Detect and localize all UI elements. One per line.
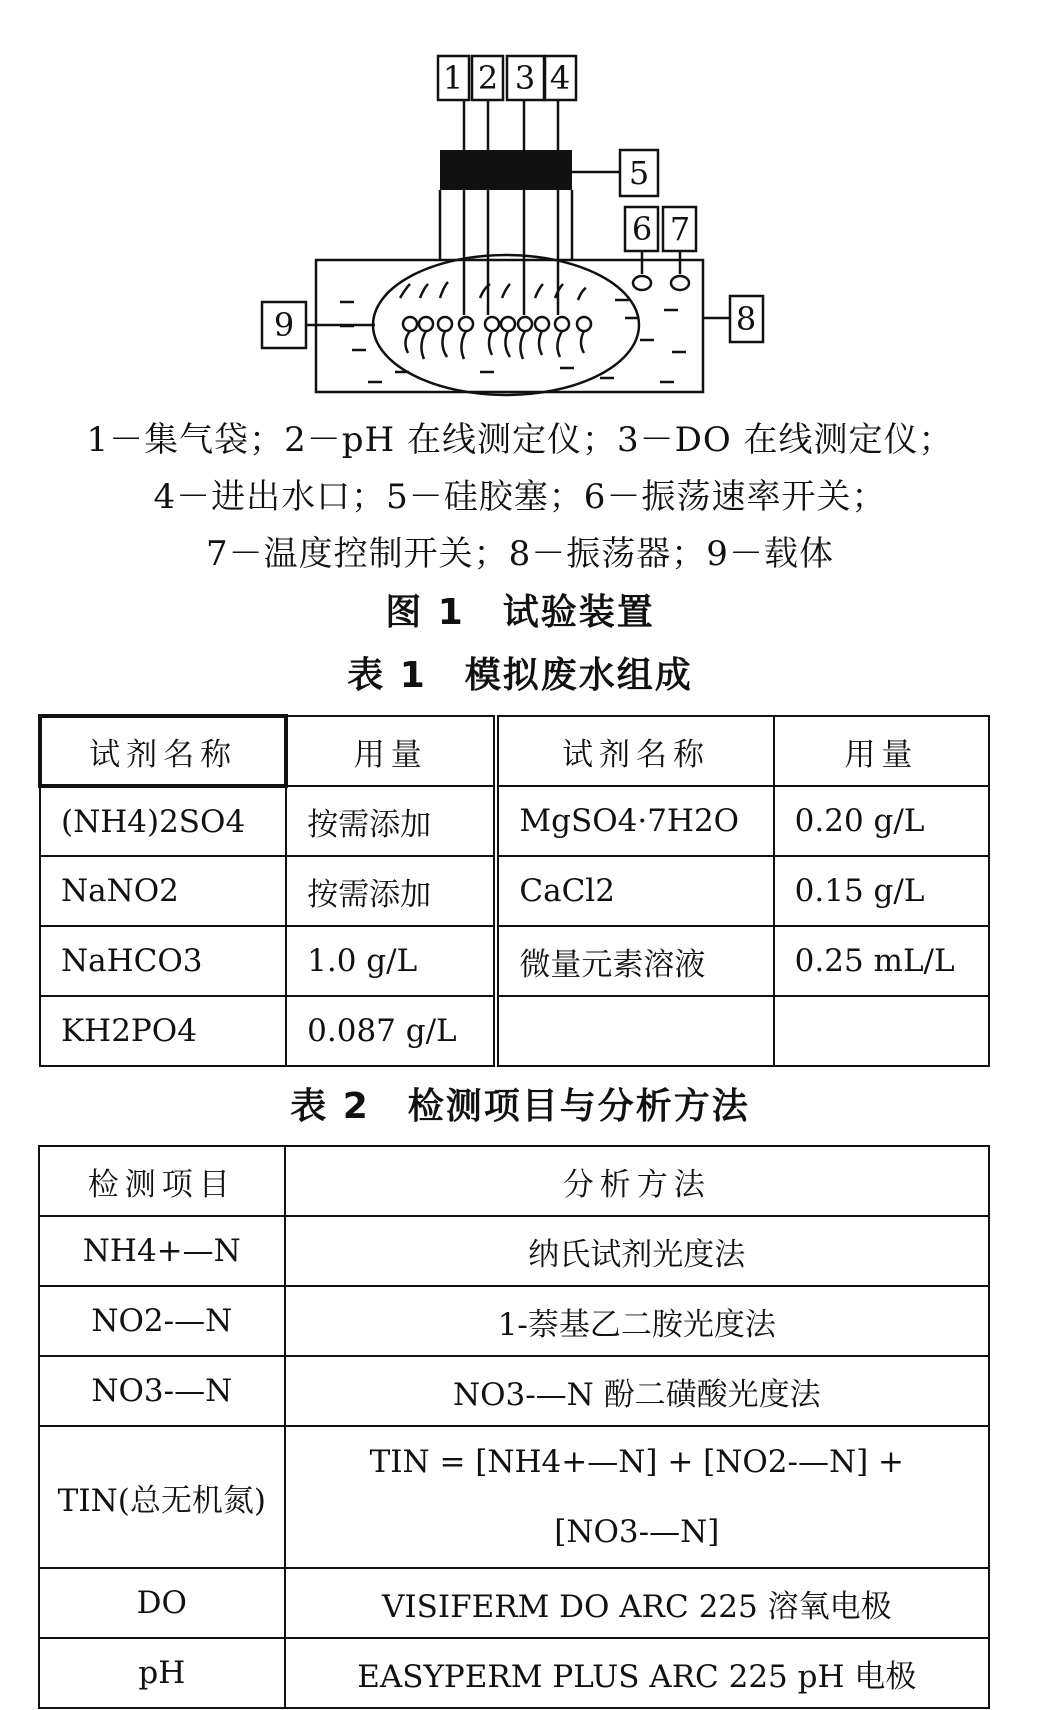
table-row [39, 1286, 989, 1356]
table1 [38, 714, 990, 1067]
label-8: 8 [735, 300, 757, 338]
method-cell: NO3-—N 酚二磺酸光度法 [285, 1356, 989, 1426]
label-2: 2 [477, 59, 499, 97]
label-9: 9 [273, 306, 295, 344]
legend-line-3: 7－温度控制开关；8－振荡器；9－载体 [206, 534, 834, 574]
header-method: 分析方法 [285, 1146, 989, 1216]
table-row [39, 1638, 989, 1708]
table-row [39, 1356, 989, 1426]
method-cell: 1-萘基乙二胺光度法 [285, 1286, 989, 1356]
amount-cell: 按需添加 [286, 786, 496, 856]
amount-cell: 按需添加 [286, 856, 496, 926]
item-cell: NH4+—N [39, 1216, 285, 1286]
table-row [39, 1568, 989, 1638]
reagent-cell: NaNO2 [40, 856, 286, 926]
item-cell: pH [39, 1638, 285, 1708]
amount-cell: 1.0 g/L [286, 926, 496, 996]
reagent-formula: (NH4)2SO4 [61, 803, 246, 840]
amount-cell: 0.20 g/L [774, 786, 989, 856]
figure-caption: 图 1 试验装置 [385, 592, 655, 633]
table-row [39, 1146, 989, 1216]
item-cell: NO3-—N [39, 1356, 285, 1426]
reagent-cell: MgSO4·7H2O [496, 786, 773, 856]
label-1: 1 [442, 59, 464, 97]
apparatus-diagram [0, 0, 1040, 415]
table2-title: 表 2 检测项目与分析方法 [290, 1086, 750, 1127]
method-cell: VISIFERM DO ARC 225 溶氧电极 [285, 1568, 989, 1638]
table-row [40, 996, 989, 1066]
label-3: 3 [514, 59, 536, 97]
amount-cell: 0.087 g/L [286, 996, 496, 1066]
reagent-cell: CaCl2 [496, 856, 773, 926]
item-cell: NO2-—N [39, 1286, 285, 1356]
legend-line-1: 1－集气袋；2－pH 在线测定仪；3－DO 在线测定仪； [86, 420, 954, 460]
amount-cell [774, 996, 989, 1066]
table-row [40, 856, 989, 926]
header-amount-2: 用量 [774, 716, 989, 786]
table-row [40, 926, 989, 996]
item-cell: DO [39, 1568, 285, 1638]
table1-title: 表 1 模拟废水组成 [347, 655, 693, 696]
table-row [40, 716, 989, 786]
header-item: 检测项目 [39, 1146, 285, 1216]
label-7: 7 [669, 210, 691, 248]
table-row [39, 1426, 989, 1568]
silicone-stopper [440, 150, 572, 190]
table2 [38, 1145, 990, 1709]
method-cell: TIN = [NH4+—N] + [NO2-—N] + [NO3-—N] [285, 1426, 989, 1568]
header-reagent-2: 试剂名称 [496, 716, 773, 786]
header-amount: 用量 [286, 716, 496, 786]
method-cell: EASYPERM PLUS ARC 225 pH 电极 [285, 1638, 989, 1708]
table-row [39, 1216, 989, 1286]
legend-line-2: 4－进出水口；5－硅胶塞；6－振荡速率开关； [153, 477, 887, 517]
method-cell: 纳氏试剂光度法 [285, 1216, 989, 1286]
reagent-cell [496, 996, 773, 1066]
amount-cell: 0.25 mL/L [774, 926, 989, 996]
label-4: 4 [549, 59, 571, 97]
reagent-cell: KH2PO4 [40, 996, 286, 1066]
header-reagent: 试剂名称 [40, 716, 286, 786]
reagent-cell: 微量元素溶液 [496, 926, 773, 996]
table-row [40, 786, 989, 856]
item-cell: TIN(总无机氮) [39, 1426, 285, 1568]
flask [373, 255, 639, 395]
amount-cell: 0.15 g/L [774, 856, 989, 926]
reagent-cell: NaHCO3 [40, 926, 286, 996]
reagent-cell [40, 786, 286, 856]
label-5: 5 [628, 154, 650, 192]
label-6: 6 [631, 210, 653, 248]
